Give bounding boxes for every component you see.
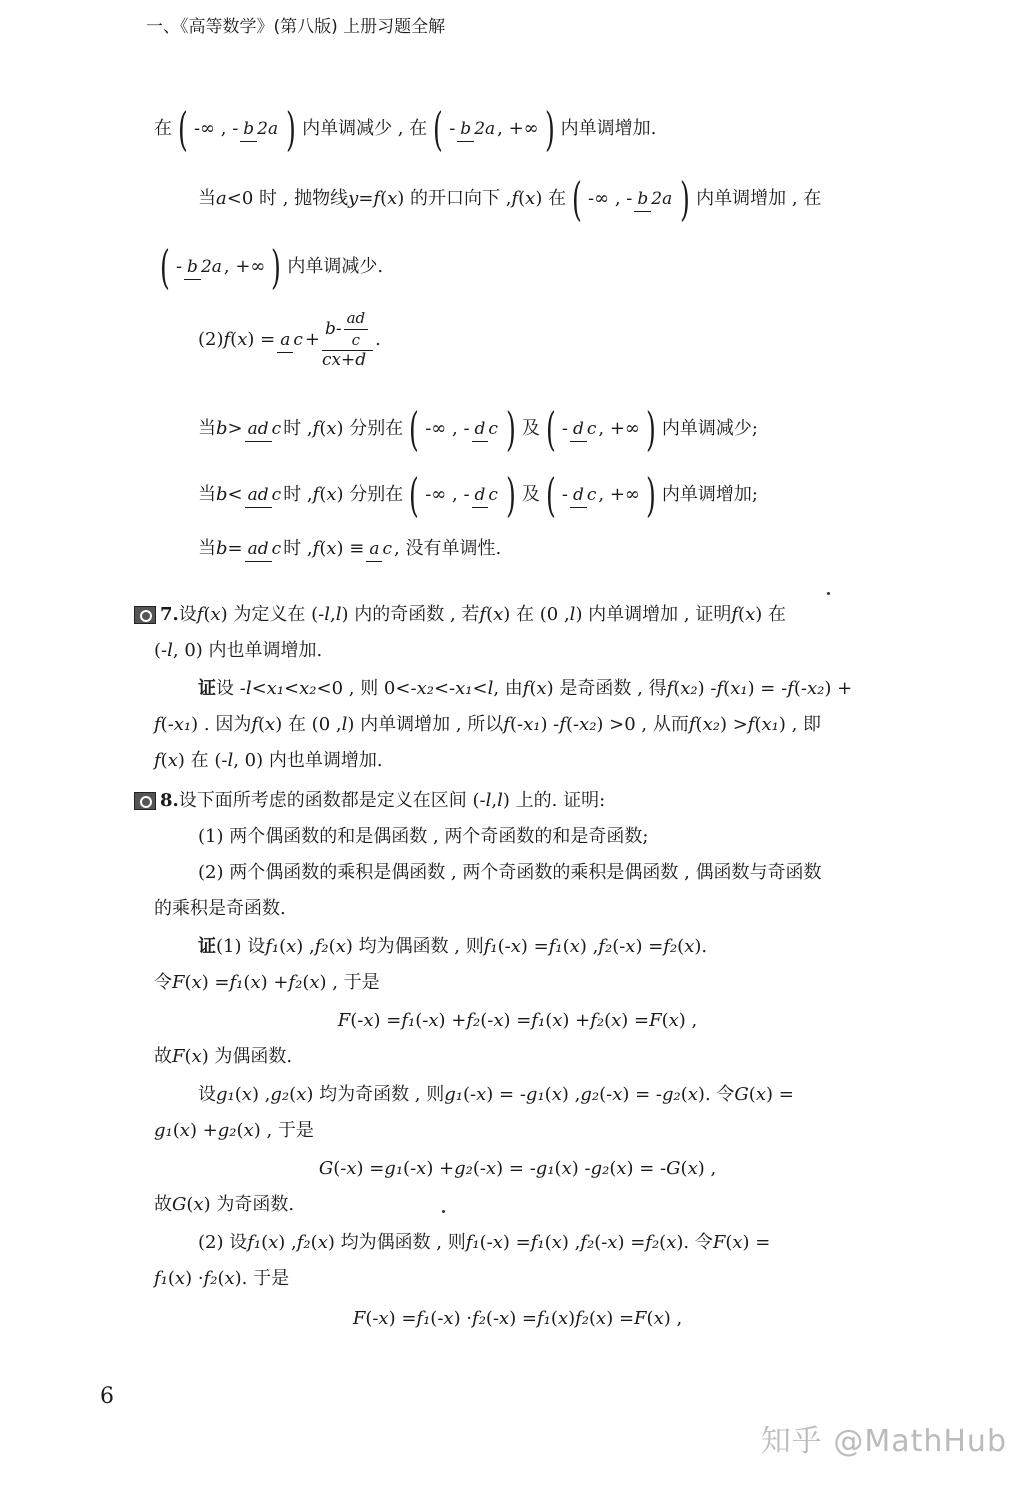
proof-8-line-6: 故 G ( x ) 为奇函数.	[154, 1194, 295, 1215]
complex-fraction: b- ad c cx+d	[322, 310, 373, 370]
video-camera-icon	[134, 606, 156, 624]
text-line-increase-decrease-a-positive: 在 ( -∞ , - b 2a ) 内单调减少 , 在 ( - b 2a , +∞ ) 内单调增加.	[154, 102, 657, 156]
proof-8-line-1: 证 (1) 设 f₁ ( x ) , f₂ ( x ) 均为偶函数 , 则 f₁ (- x ) = f₁ ( x ) , f₂ (- x ) = f₂ ( x ).	[198, 936, 708, 957]
video-camera-icon	[134, 792, 156, 810]
watermark: 知乎 @MathHub	[760, 1424, 1007, 1459]
proof-8-line-7: (2) 设 f₁ ( x ) , f₂ ( x ) 均为偶函数 , 则 f₁ (- x ) = f₁ ( x ) , f₂ (- x ) = f₂ ( x ). 令 F ( x ) =	[198, 1232, 771, 1253]
display-equation-G: G (- x ) = g₁ (- x ) + g₂ (- x ) = - g₁ ( x ) - g₂ ( x ) = - G ( x ) ,	[318, 1158, 717, 1179]
proof-7-line-3: f ( x ) 在 (- l , 0) 内也单调增加.	[154, 750, 383, 771]
formula-part-2: (2) f ( x ) = a c + b- ad c cx+d .	[198, 309, 381, 370]
problem-8-part-2: (2) 两个偶函数的乘积是偶函数 , 两个奇函数的乘积是偶函数 , 偶函数与奇函数	[198, 862, 822, 883]
problem-8-part-1: (1) 两个偶函数的和是偶函数 , 两个奇函数的和是奇函数;	[198, 826, 649, 847]
print-speck	[442, 1210, 445, 1213]
fraction-b-over-2a: b 2a	[240, 120, 278, 139]
problem-8-statement: 8. 设下面所考虑的函数都是定义在区间 (- l , l ) 上的. 证明:	[134, 792, 605, 810]
proof-8-line-4: 设 g₁ ( x ) , g₂ ( x ) 均为奇函数 , 则 g₁ (- x ) = - g₁ ( x ) , g₂ (- x ) = - g₂ ( x ). 令 G ( x ) =	[198, 1084, 794, 1105]
proof-8-line-8: f₁ ( x ) · f₂ ( x ). 于是	[154, 1268, 290, 1289]
running-header: 一、《高等数学》(第八版) 上册习题全解	[146, 17, 446, 37]
proof-8-line-5: g₁ ( x ) + g₂ ( x ) , 于是	[154, 1120, 314, 1141]
page-number: 6	[100, 1384, 114, 1409]
proof-8-line-2: 令 F ( x ) = f₁ ( x ) + f₂ ( x ) , 于是	[154, 972, 380, 993]
proof-7-line-2: f (- x₁ ) . 因为 f ( x ) 在 (0 , l ) 内单调增加 , 所以 f (- x₁ ) - f (- x₂ ) >0 , 从而 f ( x₂ ) > f ( x₁ ) , 即	[154, 714, 822, 735]
print-speck	[827, 592, 830, 595]
text-line-b-greater: 当 b > ad c 时 , f ( x ) 分别在 ( -∞ , - d c ) 及 ( - d c , +∞ ) 内单调减少;	[198, 402, 758, 456]
text-line-decrease: ( - b 2a , +∞ ) 内单调减少.	[160, 240, 384, 294]
proof-8-line-3: 故 F ( x ) 为偶函数.	[154, 1046, 293, 1067]
text-line-b-equal: 当 b = ad c 时 , f ( x ) ≡ a c , 没有单调性.	[198, 540, 501, 559]
problem-7-statement: 7. 设 f ( x ) 为定义在 (- l , l ) 内的奇函数 , 若 f ( x ) 在 (0 , l ) 内单调增加 , 证明 f ( x ) 在	[134, 606, 786, 624]
text-line-a-negative: 当 a <0 时 , 抛物线 y = f ( x ) 的开口向下 , f ( x ) 在 ( -∞ , - b 2a ) 内单调增加 , 在	[198, 172, 822, 226]
display-equation-F: F (- x ) = f₁ (- x ) + f₂ (- x ) = f₁ ( x ) + f₂ ( x ) = F ( x ) ,	[337, 1010, 698, 1031]
text-line-b-less: 当 b < ad c 时 , f ( x ) 分别在 ( -∞ , - d c ) 及 ( - d c , +∞ ) 内单调增加;	[198, 468, 758, 522]
proof-7-line-1: 证 设 - l < x₁ < x₂ <0 , 则 0<- x₂ <- x₁ < l , 由 f ( x ) 是奇函数 , 得 f ( x₂ ) - f ( x₁ ) = - f (- x₂ ) +	[198, 678, 853, 699]
problem-8-part-2-cont: 的乘积是奇函数.	[154, 898, 286, 919]
problem-7-statement-cont: (- l , 0) 内也单调增加.	[154, 640, 323, 661]
display-equation-F-product: F (- x ) = f₁ (- x ) · f₂ (- x ) = f₁ ( x ) f₂ ( x ) = F ( x ) ,	[352, 1308, 683, 1329]
